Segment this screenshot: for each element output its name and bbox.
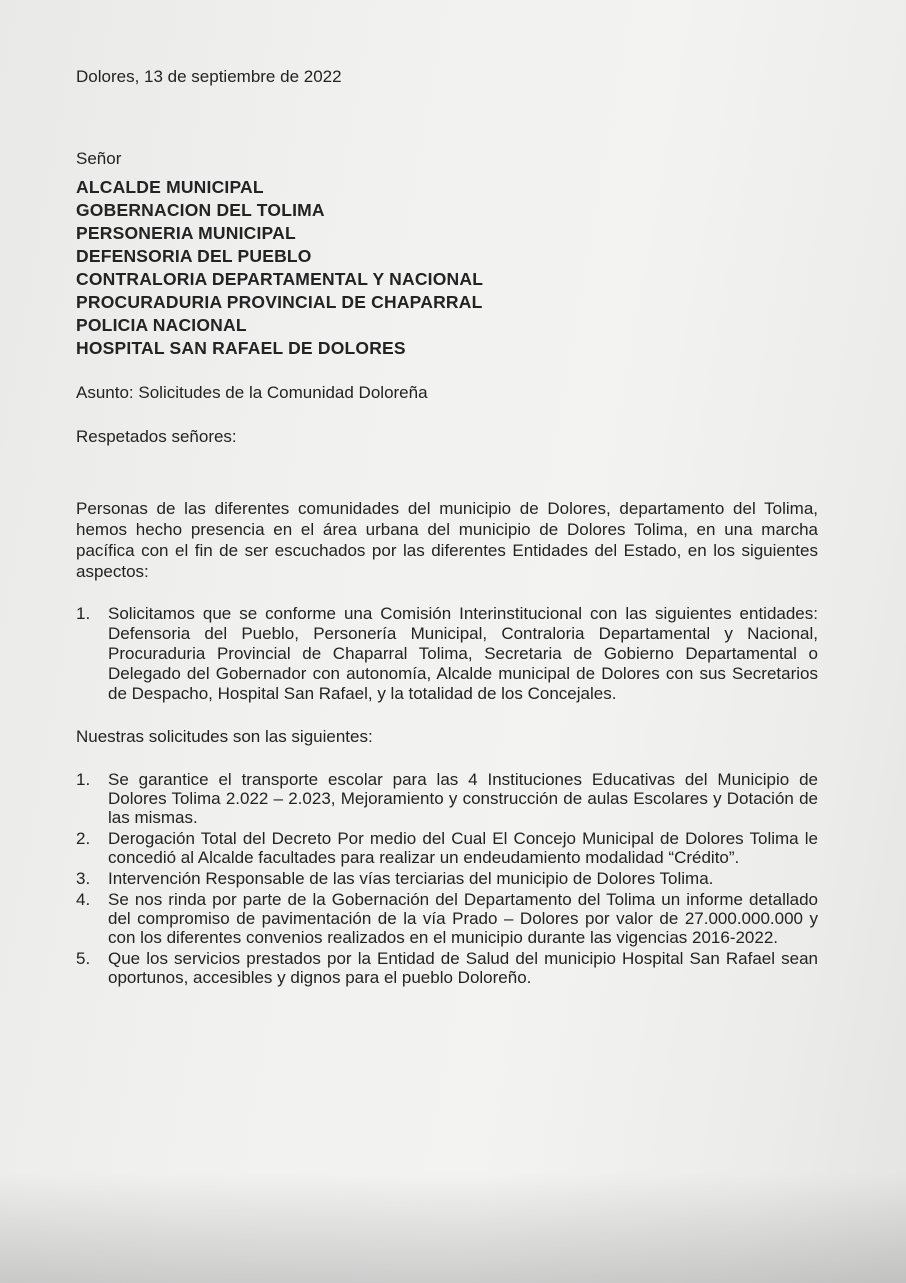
page-shadow [0,1173,906,1283]
list-item-text: Que los servicios prestados por la Entidad de Salud del municipio Hospital San Rafael sean oportunos, accesibles y dignos para el pueblo Doloreño. [108,949,818,987]
letter-body [76,66,818,989]
requests-list [76,770,818,987]
recipient: DEFENSORIA DEL PUEBLO [76,246,312,266]
list-item [76,829,818,867]
recipient: GOBERNACION DEL TOLIMA [76,200,325,220]
requests-heading: Nuestras solicitudes son las siguientes: [76,727,373,746]
recipient: POLICIA NACIONAL [76,315,247,335]
list-item [76,770,818,827]
list-item-text: Solicitamos que se conforme una Comisión Interinstitucional con las siguientes entidades: Defensoria del Pueblo, Personería Municipal, Contraloria Departamental y Nacional, Procuraduria Provincial de Chaparral Tolima, Secretaria de Gobierno Departamental o Delegado del Gobernador con autonomía, Alcalde municipal de Dolores con sus Secretarios de Despacho, Hospital San Rafael, y la totalidad de los Concejales. [108,604,818,703]
recipient-list [76,176,818,360]
list-item [76,604,818,704]
list-item-text: Se nos rinda por parte de la Gobernación del Departamento del Tolima un informe detallado del compromiso de pavimentación de la vía Prado – Dolores por valor de 27.000.000.000 y con los diferentes convenios realizados en el municipio durante las vigencias 2016-2022. [108,890,818,947]
list-item-number: 4. [76,890,91,909]
subject-line: Asunto: Solicitudes de la Comunidad Doloreña [76,383,428,402]
list-item [76,949,818,987]
list-item-number: 1. [76,604,91,623]
list-item-number: 1. [76,770,91,789]
list-item [76,890,818,947]
recipient: ALCALDE MUNICIPAL [76,177,264,197]
list-item-text: Se garantice el transporte escolar para las 4 Instituciones Educativas del Municipio de Dolores Tolima 2.022 – 2.023, Mejoramiento y construcción de aulas Escolares y Dotación de las mismas. [108,770,818,827]
list-item-number: 2. [76,829,91,848]
list-item-number: 3. [76,869,91,888]
greeting: Respetados señores: [76,427,237,446]
list-item [76,869,818,888]
salutation: Señor [76,149,122,168]
commission-list [76,604,818,704]
recipient: PERSONERIA MUNICIPAL [76,223,296,243]
list-item-text: Intervención Responsable de las vías terciarias del municipio de Dolores Tolima. [108,869,714,888]
recipient: PROCURADURIA PROVINCIAL DE CHAPARRAL [76,292,483,312]
list-item-text: Derogación Total del Decreto Por medio del Cual El Concejo Municipal de Dolores Tolima le concedió al Alcalde facultades para realizar un endeudamiento modalidad “Crédito”. [108,829,818,867]
recipient: HOSPITAL SAN RAFAEL DE DOLORES [76,338,406,358]
recipient: CONTRALORIA DEPARTAMENTAL Y NACIONAL [76,269,484,289]
list-item-number: 5. [76,949,91,968]
intro-paragraph: Personas de las diferentes comunidades del municipio de Dolores, departamento del Tolima, hemos hecho presencia en el área urbana del municipio de Dolores Tolima, en una marcha pacífica con el fin de ser escuchados por las diferentes Entidades del Estado, en los siguientes aspectos: [76,499,818,581]
letter-date: Dolores, 13 de septiembre de 2022 [76,67,342,86]
